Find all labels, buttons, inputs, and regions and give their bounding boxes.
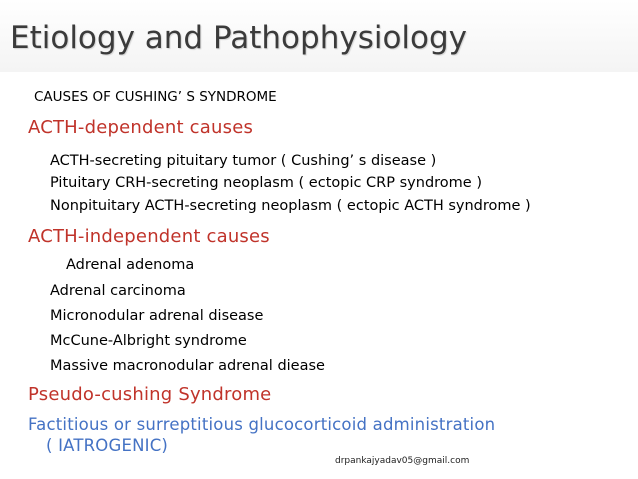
list-item: Micronodular adrenal disease xyxy=(50,308,264,324)
list-item: Factitious or surreptitious glucocorticoid administration xyxy=(28,415,496,434)
slide-title: Etiology and Pathophysiology xyxy=(10,20,468,56)
list-item: Pituitary CRH-secreting neoplasm ( ectopic CRP syndrome ) xyxy=(50,175,482,191)
list-item: ACTH-secreting pituitary tumor ( Cushing’ s disease ) xyxy=(50,153,437,169)
list-item: Nonpituitary ACTH-secreting neoplasm ( ectopic ACTH syndrome ) xyxy=(50,198,531,214)
section-heading-acth-independent: ACTH-independent causes xyxy=(28,226,270,247)
footer-email: drpankajyadav05@gmail.com xyxy=(335,456,470,466)
section-heading-acth-dependent: ACTH-dependent causes xyxy=(28,117,254,138)
list-item: McCune-Albright syndrome xyxy=(50,333,247,349)
list-item: Adrenal adenoma xyxy=(66,257,195,273)
title-bar xyxy=(0,0,638,72)
list-item: ( IATROGENIC) xyxy=(46,436,169,455)
slide-caption: CAUSES OF CUSHING’ S SYNDROME xyxy=(34,89,277,105)
section-heading-pseudo-cushing: Pseudo-cushing Syndrome xyxy=(28,384,272,405)
list-item: Adrenal carcinoma xyxy=(50,283,186,299)
list-item: Massive macronodular adrenal diease xyxy=(50,358,325,374)
